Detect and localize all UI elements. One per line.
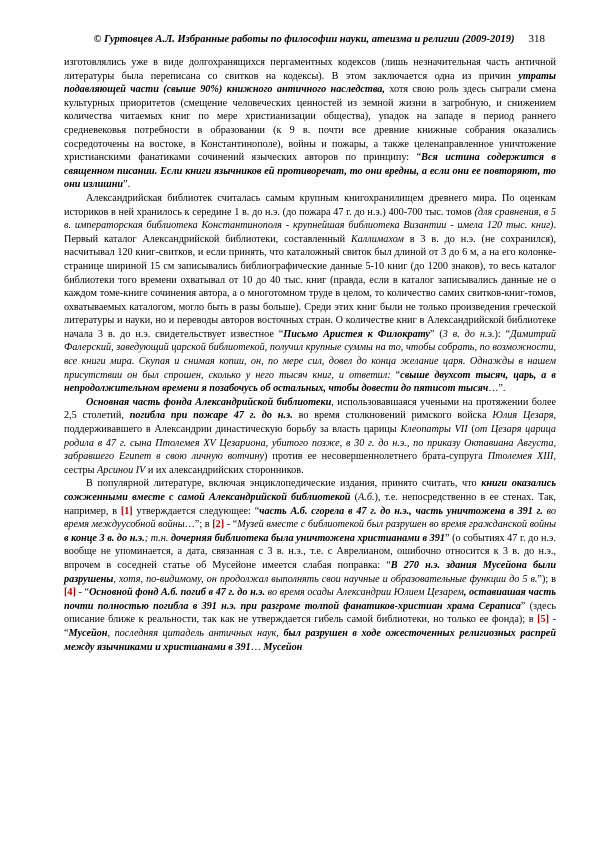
paragraph-1: изготовлялись уже в виде долгохранящихся пергаментных кодексов (лишь незначительная часть античной литературы была переписана со свитков на кодексы). В этом заключается одна из причин утраты подавляющей части (свыше 90%) книжного античного наследства, хотя свою роль здесь сыграли смена культурных приоритетов (смещение человеческих ценностей из земной жизни в загробную, и снижением количества читаемых книг по мере христианизации общества), упадок на западе в период раннего средневековья потребности в образовании (к 9 в. почти все древние книжные собрания оказались сосредоточены на востоке, в Константинополе), войны и пожары, а также целенаправленное уничтожение христианскими фанатиками сочинений языческих авторов по принципу: “Вся истина содержится в священном писании. Если книги язычников ей противоречат, то они вредны, а если они ее повторяют, то они излишни”.: [64, 57, 556, 191]
running-header: [0, 32, 545, 47]
page-number: 318: [528, 33, 545, 45]
reference-4[interactable]: [4]: [64, 587, 76, 599]
document-body: [64, 56, 556, 654]
header-title: © Гуртовцев А.Л. Избранные работы по философии науки, атеизма и религии (2009-2019): [93, 34, 515, 45]
reference-5[interactable]: [5]: [537, 614, 549, 626]
paragraph-3: Основная часть фонда Александрийской библиотеки, использовавшаяся учеными на протяжении более 2,5 столетий, погибла при пожаре 47 г. до н.э. во время столкновений римского войска Юлия Цезаря, поддерживавшего в Александрии династическую борьбу за власть царицы Клеопатры VII (от Цезаря царица родила в 47 г. сына Птолемея XV Цезариона, убитого позже, в 30 г. до н.э., по приказу Октавиана Августа, забравшего Египет в свою личную вотчину) против ее несовершеннолетнего брата-супруга Птолемея XIII, сестры Арсинои IV и их александрийских сторонников.: [64, 396, 557, 476]
reference-1[interactable]: [1]: [120, 505, 133, 517]
paragraph-2: Александрийская библиотек считалась самым крупным книгохранилищем древнего мира. По оценкам историков в ней хранилось к середине 1 в. до н.э. (до пожара 47 г. до н.э.) 400-700 тыс. томов (для сравнения, в 5 в. императорская библиотека Константинополя - крупнейшая библиотека Византии - имела 120 тыс. книг). Первый каталог Александрийской библиотеки, составленный Каллимахом в 3 в. до н.э. (не сохранился), насчитывал 120 книг-свитков, и если принять, что каталожный свиток был длиной от 3 до 6 м, а на его колонке-странице шириной 15 см записывались библиографические данные 5-10 книг (до 1200 знаков), то весь каталог библиотеки того времени охватывал от 10 до 40 тыс. книг (правда, если в каталог записывались данные не о каждом томе-книге сочинения автора, а о многотомном труде в целом, то количество самих свитков-книг-томов, охватываемых каталогом, могло быть в разы больше). Среди этих книг были не только произведения греческой литературы и науки, но и переводы авторов восточных стран. О количестве книг в Александрийской библиотеке начала 3 в. до н.э. свидетельствует известное “Письмо Аристея к Филократу” (3 в. до н.э.): “Димитрий Фалерский, заведующий царской библиотекой, получил крупные суммы на то, чтобы собрать, по возможности, все книги мира. Скупая и снимая копии, он, по мере сил, довел до конца желание царя. Однажды в нашем присутствии он был спрошен, сколько у него тысяч книг, и ответил: “свыше двухсот тысяч, царь, а в непродолжительном времени я позабочусь об остальных, чтобы довести до пятисот тысяч…”.: [64, 192, 557, 395]
paragraph-4: В популярной литературе, включая энциклопедические издания, принято считать, что книги оказались сожженными вместе с самой Александрийской библиотекой (А.б.), т.е. непосредственно в ее стенах. Так, например, в [1] утверждается следующее: “часть А.б. сгорела в 47 г. до н.э., часть уничтожена в 391 г. во время междуусобной войны…”; в [2] - “Музей вместе с библиотекой был разрушен во время гражданской войны в конце 3 в. до н.э.; т.н. дочерняя библиотека была уничтожена христианами в 391” (о событиях 47 г. до н.э. вообще не упоминается, а дата, связанная с 3 в. н.э., т.е. с Аврелианом, ошибочно относится к 3 в. до н.э., впрочем в соседней статье об Мусейоне имеется слабая поправка: “В 270 н.э. здания Мусейона были разрушены, хотя, по-видимому, он продолжал выполнять свои научные и образовательные функции до 5 в.”); в [4] - “Основной фонд А.б. погиб в 47 г. до н.э. во время осады Александрии Юлием Цезарем, оставиашая часть почти полностью погибла в 391 н.э. при разгроме толпой фанатиков-христиан храма Сераписа” (здесь описание ближе к реальности, так как не утверждается гибель самой библиотеки, но только ее фонда); в [5] - “Мусейон, последняя цитадель античных наук, был разрушен в ходе ожесточенных религиозных распрей между язычниками и христианами в 391… Мусейон: [64, 478, 556, 653]
reference-2[interactable]: [2]: [212, 519, 225, 531]
